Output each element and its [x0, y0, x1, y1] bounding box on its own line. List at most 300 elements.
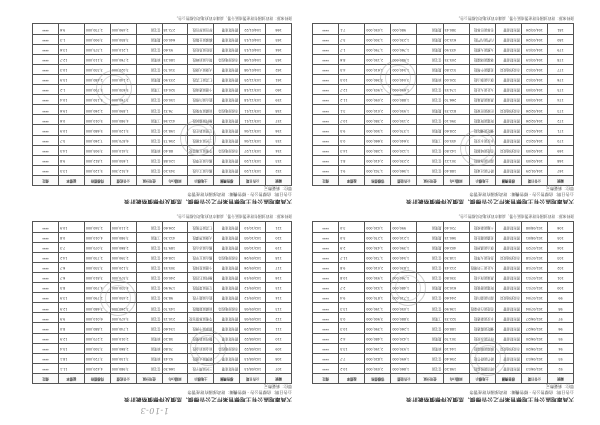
table-cell: 1,260,000 [391, 323, 417, 333]
table-cell: 15.9 [58, 74, 84, 84]
table-cell: 212.45 [443, 262, 469, 272]
table-cell: 2,490,000 [110, 24, 136, 34]
table-cell: 國有財產署 [214, 24, 240, 34]
table-cell: 233.90 [162, 74, 188, 84]
table-cell: 國有財產署 [495, 85, 521, 95]
table-cell: 1.7 [339, 44, 365, 54]
table-cell: 住宅區 [136, 105, 162, 115]
table-cell: 9.6 [58, 24, 84, 34]
table-cell: 2,730,000 [84, 24, 110, 34]
table-cell: 107 [266, 363, 292, 373]
table-row [313, 115, 574, 125]
column-header: 備註 [313, 175, 339, 185]
table-cell: 95.60 [162, 44, 188, 54]
table-cell: 7.1 [339, 24, 365, 34]
table-cell: 92.45 [162, 353, 188, 363]
table-cell: 8.6 [339, 54, 365, 64]
table-row [33, 165, 292, 175]
table-cell: **** [313, 293, 339, 303]
table-cell: **** [33, 85, 59, 95]
table-cell: 國有財產署 [495, 125, 521, 135]
column-header: 公告底價 [110, 373, 136, 383]
table-row [313, 85, 574, 95]
table-cell: 國有財產署 [214, 262, 240, 272]
table-row [33, 135, 292, 145]
table-cell: 120.88 [162, 155, 188, 165]
table-cell: 住宅區 [417, 85, 443, 95]
table-cell: 5,120,000 [84, 165, 110, 175]
table-cell: 93 [547, 353, 573, 363]
table-cell: 11.2 [339, 95, 365, 105]
table-cell: **** [313, 105, 339, 115]
table-cell: **** [33, 222, 59, 232]
table-cell: 412.56 [162, 115, 188, 125]
table-cell: 商業區 [136, 54, 162, 64]
column-header: 土地標示 [469, 373, 495, 383]
column-header: 編號 [547, 373, 573, 383]
table-cell: 小港區桂林段 [188, 262, 214, 272]
table-cell: **** [313, 95, 339, 105]
sheet-title: 大高雄地區公有土地標售案件之公告標價、底價及得標價格統計表 [123, 396, 292, 402]
table-cell: 湖內區海埔段 [469, 155, 495, 165]
table-cell: 楠梓區德民段 [188, 115, 214, 125]
table-cell: 國有財產署 [214, 313, 240, 323]
table-cell: 2,790,000 [84, 293, 110, 303]
table-cell: 1,430,000 [365, 242, 391, 252]
table-cell: 3,570,000 [110, 272, 136, 282]
table-cell: 岡山區前峰段 [188, 54, 214, 64]
table-row [33, 115, 292, 125]
table-row [313, 262, 574, 272]
table-row [33, 232, 292, 242]
table-cell: **** [33, 44, 59, 54]
sheet-source-note: 資料來源：財政部國有財產署南區分署、高雄市政府地政局標售公告。 [174, 214, 292, 220]
table-cell: 鼓山區內惟段 [188, 95, 214, 105]
table-row [313, 24, 574, 34]
table-cell: **** [33, 54, 59, 64]
table-cell: 103/12/11 [240, 105, 266, 115]
table-cell: 390.10 [443, 115, 469, 125]
table-cell: 三民區本館段 [188, 135, 214, 145]
table-cell: **** [33, 24, 59, 34]
table-cell: 102/10/03 [240, 232, 266, 242]
table-row [33, 54, 292, 64]
column-header: 得標價格 [365, 373, 391, 383]
table-cell: 10.3 [339, 323, 365, 333]
table-cell: 13.5 [58, 165, 84, 175]
table-cell: 157 [266, 115, 292, 125]
table-cell: 商業區 [417, 74, 443, 84]
table-cell: 國有財產署 [495, 353, 521, 363]
table-cell: **** [33, 323, 59, 333]
sheet-title: 大高雄地區公有土地標售案件之公告標價、底價及得標價格統計表 [123, 198, 292, 204]
table-cell: **** [33, 74, 59, 84]
table-cell: 住宅區 [417, 363, 443, 373]
table-cell: 田寮區田寮段 [469, 105, 495, 115]
table-cell: 大社區三奶壇段 [469, 262, 495, 272]
table-cell: 3,720,000 [84, 353, 110, 363]
table-cell: 330.80 [443, 272, 469, 282]
table-cell: 1,610,000 [365, 64, 391, 74]
table-cell: 1,820,000 [365, 353, 391, 363]
table-cell: 岡山區後協段 [469, 363, 495, 373]
table-cell: 國有財產署 [214, 323, 240, 333]
table-cell: **** [33, 252, 59, 262]
table-cell: **** [313, 252, 339, 262]
table-cell: 1,930,000 [391, 343, 417, 353]
table-cell: 市政府地政局 [495, 64, 521, 74]
table-row [33, 313, 292, 323]
table-cell: 640.00 [162, 34, 188, 44]
table-cell: 市政府地政局 [214, 343, 240, 353]
table-cell: 9.8 [339, 262, 365, 272]
table-cell: 仁武區竹後段 [188, 222, 214, 232]
table-cell: **** [33, 283, 59, 293]
table-cell: 美濃區龍肚段 [469, 232, 495, 242]
table-cell: 國有財產署 [495, 313, 521, 323]
table-cell: 1.2 [58, 85, 84, 95]
table-cell: 住宅區 [136, 242, 162, 252]
column-header: 得標價格 [84, 373, 110, 383]
table-row [313, 125, 574, 135]
table-row [313, 303, 574, 313]
table-cell: 國有財產署 [495, 115, 521, 125]
table-cell: **** [33, 155, 59, 165]
table-cell: 560.15 [443, 232, 469, 242]
table-cell: 1,390,000 [391, 242, 417, 252]
table-cell: 2,140,000 [110, 74, 136, 84]
table-cell: 188.00 [443, 323, 469, 333]
table-cell: 173 [547, 105, 573, 115]
column-header: 公告底價 [391, 175, 417, 185]
table-cell: 3,900,000 [365, 313, 391, 323]
table-cell: 鳳山區光華段 [188, 155, 214, 165]
table-cell: 住宅區 [136, 252, 162, 262]
table-cell: 國有財產署 [495, 232, 521, 242]
table-cell: 102/06/27 [521, 313, 547, 323]
table-row [313, 105, 574, 115]
table-cell: 國有財產署 [495, 262, 521, 272]
table-cell: 國有財產署 [495, 222, 521, 232]
column-header: 溢價率 [339, 373, 365, 383]
table-cell: 320.00 [443, 74, 469, 84]
sheet-unit: 單位：新臺幣元 [264, 186, 292, 191]
table-cell: 國有財產署 [495, 363, 521, 373]
table-cell: 3,980,000 [110, 363, 136, 373]
table-cell: 路竹區路竹段 [469, 353, 495, 363]
table-cell: 100 [547, 283, 573, 293]
table-cell: 國有財產署 [214, 232, 240, 242]
table-cell: 1,740,000 [110, 323, 136, 333]
sheet-table [312, 222, 574, 385]
table-cell: 1,690,000 [391, 85, 417, 95]
table-cell: 168 [547, 155, 573, 165]
table-cell: 134.60 [162, 323, 188, 333]
table-cell: 145.70 [162, 303, 188, 313]
column-header: 使用分區 [136, 373, 162, 383]
table-row [313, 165, 574, 175]
table-cell: 鳳山區赤山段 [188, 242, 214, 252]
table-cell: 5,700,000 [84, 85, 110, 95]
table-cell: 住宅區 [136, 262, 162, 272]
table-cell: 97 [547, 313, 573, 323]
table-cell: 鹽埕區新樂段 [188, 333, 214, 343]
table-cell: 172 [547, 115, 573, 125]
table-cell: **** [313, 313, 339, 323]
column-header: 備註 [313, 373, 339, 383]
table-cell: 7,260,000 [84, 135, 110, 145]
sheet-subtitle: 公告日期：依標售公告 · 標售機關：財政部國有財產署等 [469, 390, 574, 395]
table-header-row [313, 175, 574, 185]
table-cell: 94 [547, 343, 573, 353]
table-cell: 103/12/18 [240, 85, 266, 95]
table-cell: 256.40 [443, 353, 469, 363]
table-cell: 農業區 [417, 44, 443, 54]
table-row [313, 343, 574, 353]
column-header: 得標價格 [84, 175, 110, 185]
table-cell: **** [33, 125, 59, 135]
table-cell: 102/10/10 [240, 222, 266, 232]
table-cell: 980,000 [391, 24, 417, 34]
table-cell: 大社區大社段 [469, 85, 495, 95]
table-cell: 1,880,000 [84, 323, 110, 333]
column-header: 編號 [547, 175, 573, 185]
table-row [33, 303, 292, 313]
table-cell: 2,110,000 [110, 222, 136, 232]
table-cell: 520.45 [162, 85, 188, 95]
table-cell: 彌陀區彌陀段 [469, 125, 495, 135]
table-cell: 杉林區杉林段 [469, 24, 495, 34]
table-cell: 新興區大港段 [188, 353, 214, 363]
table-cell: 3,070,000 [84, 242, 110, 252]
column-header: 溢價率 [339, 175, 365, 185]
column-header: 公告日期 [240, 373, 266, 383]
table-cell: 大樹區大樹段 [469, 44, 495, 54]
table-cell: 256.73 [162, 135, 188, 145]
table-cell: 1,760,000 [391, 44, 417, 54]
table-cell: 121 [266, 222, 292, 232]
table-cell: 1,370,000 [391, 125, 417, 135]
table-cell: 3,850,000 [110, 34, 136, 44]
table-cell: 2,760,000 [110, 54, 136, 64]
table-cell: 國有財產署 [214, 34, 240, 44]
table-cell: 旗山區旗山段 [469, 74, 495, 84]
table-cell: 102/09/26 [240, 262, 266, 272]
table-cell: **** [33, 293, 59, 303]
column-header: 使用分區 [417, 373, 443, 383]
table-cell: 153 [266, 155, 292, 165]
column-header: 面積(㎡) [162, 373, 188, 383]
table-cell: 11.1 [58, 363, 84, 373]
table-cell: 國有財產署 [214, 333, 240, 343]
table-cell: 3,150,000 [110, 353, 136, 363]
table-cell: 美濃區中壇段 [469, 64, 495, 74]
table-cell: 240.00 [162, 272, 188, 282]
table-cell: 2,010,000 [365, 105, 391, 115]
table-cell: 210.15 [162, 313, 188, 323]
table-cell: 小港區港南段 [188, 85, 214, 95]
table-cell: 3,040,000 [391, 74, 417, 84]
table-cell: 住宅區 [417, 155, 443, 165]
table-row [313, 95, 574, 105]
table-cell: 梓官區赤崁段 [469, 333, 495, 343]
table-cell: **** [313, 333, 339, 343]
sheet-top-right [312, 14, 574, 204]
table-cell: **** [313, 125, 339, 135]
table-cell: 150.00 [162, 95, 188, 105]
table-cell: 3,260,000 [110, 303, 136, 313]
table-cell: 鳥松區鳥松段 [188, 44, 214, 54]
table-row [313, 34, 574, 44]
table-cell: 工業區 [136, 232, 162, 242]
table-cell: 8.0 [58, 323, 84, 333]
table-cell: 國有財產署 [495, 323, 521, 333]
table-cell: 國有財產署 [214, 293, 240, 303]
table-cell: 3,020,000 [110, 64, 136, 74]
sheet-title: 大高雄地區公有土地標售案件之公告標價、底價及得標價格統計表 [405, 396, 574, 402]
table-header-row [33, 373, 292, 383]
table-cell: 5.7 [339, 34, 365, 44]
table-cell: 4,512,300 [110, 165, 136, 175]
table-cell: 農業區 [417, 283, 443, 293]
table-cell: 市政府地政局 [214, 54, 240, 64]
table-cell: 104/03/05 [521, 85, 547, 95]
table-cell: 1,950,000 [365, 272, 391, 282]
table-row [313, 293, 574, 303]
table-cell: 1,880,000 [391, 95, 417, 105]
table-row [313, 353, 574, 363]
sheet-subtitle: 公告日期：依標售公告 · 標售機關：財政部國有財產署等 [469, 192, 574, 197]
table-cell: 農業區 [417, 232, 443, 242]
table-cell: 512.80 [443, 64, 469, 74]
table-row [33, 145, 292, 155]
table-cell: 3,330,000 [84, 64, 110, 74]
table-cell: 10.7 [339, 115, 365, 125]
table-cell: 104/01/08 [240, 64, 266, 74]
table-cell: 2,230,000 [391, 155, 417, 165]
table-cell: 103/12/11 [240, 115, 266, 125]
table-cell: 402.60 [443, 242, 469, 252]
table-cell: 橋頭區仕隆段 [188, 34, 214, 44]
table-cell: 165 [266, 34, 292, 44]
table-cell: 2,050,000 [365, 363, 391, 373]
table-cell: 國有財產署 [495, 24, 521, 34]
table-cell: 2,730,000 [84, 252, 110, 262]
table-cell: 工業區 [417, 135, 443, 145]
table-cell: 國有財產署 [214, 353, 240, 363]
table-cell: 國有財產署 [495, 95, 521, 105]
table-cell: **** [313, 272, 339, 282]
table-cell: 2,010,000 [110, 333, 136, 343]
table-row [33, 64, 292, 74]
table-cell: **** [313, 303, 339, 313]
table-cell: 310.70 [162, 64, 188, 74]
table-cell: 101 [547, 272, 573, 282]
table-cell: 國有財產署 [495, 242, 521, 252]
table-cell: 5,630,000 [110, 85, 136, 95]
table-cell: 5,010,000 [84, 115, 110, 125]
table-cell: 內門區內門段 [469, 34, 495, 44]
table-cell: 102/07/11 [521, 272, 547, 282]
table-cell: 4,700,000 [84, 283, 110, 293]
table-row [33, 262, 292, 272]
table-cell: 1,500,000 [365, 125, 391, 135]
table-cell: 1,050,000 [391, 303, 417, 313]
table-cell: 國有財產署 [214, 222, 240, 232]
column-header: 面積(㎡) [162, 175, 188, 185]
table-cell: 177 [547, 64, 573, 74]
table-cell: 171 [547, 125, 573, 135]
table-cell: 2,150,000 [391, 115, 417, 125]
table-cell: 4,010,000 [84, 232, 110, 242]
table-cell: 180 [547, 34, 573, 44]
table-cell: 1,540,000 [391, 252, 417, 262]
table-cell: **** [33, 363, 59, 373]
table-cell: 301.22 [443, 155, 469, 165]
table-cell: 9.8 [58, 155, 84, 165]
table-cell: 104/02/12 [521, 125, 547, 135]
column-header: 面積(㎡) [443, 373, 469, 383]
table-cell: 3,300,000 [84, 343, 110, 353]
table-cell: 大寮區大寮段 [188, 64, 214, 74]
table-cell: 9.4 [339, 293, 365, 303]
table-cell: 6.7 [58, 272, 84, 282]
table-cell: 14.5 [58, 145, 84, 155]
table-cell: 58.20 [162, 333, 188, 343]
table-cell: 181 [547, 24, 573, 34]
table-cell: 住宅區 [417, 353, 443, 363]
table-cell: 農業區 [417, 222, 443, 232]
table-cell: 176.90 [162, 283, 188, 293]
table-cell: **** [313, 74, 339, 84]
table-cell: **** [313, 34, 339, 44]
table-cell: 5,120,000 [110, 125, 136, 135]
table-cell: 1,480,000 [391, 283, 417, 293]
table-cell: 鼓山區龍子段 [188, 293, 214, 303]
table-cell: 103/11/27 [240, 145, 266, 155]
table-cell: 10.5 [339, 74, 365, 84]
table-cell: 國有財產署 [495, 303, 521, 313]
table-cell: 8.1 [339, 155, 365, 165]
table-cell: 2,860,000 [110, 343, 136, 353]
table-cell: **** [313, 165, 339, 175]
table-cell: 102/10/03 [240, 242, 266, 252]
table-row [33, 105, 292, 115]
table-cell: 鳥松區大華段 [469, 252, 495, 262]
table-cell: 170 [547, 135, 573, 145]
table-cell: 農業區 [136, 74, 162, 84]
table-cell: 305.55 [162, 262, 188, 272]
sheet-table [32, 24, 292, 187]
table-cell: 103/12/04 [240, 125, 266, 135]
table-cell: 226.60 [162, 222, 188, 232]
table-cell: 3,120,000 [110, 262, 136, 272]
table-cell: 104 [547, 242, 573, 252]
table-cell: 0.8 [58, 232, 84, 242]
sheet-unit: 單位：新臺幣元 [546, 186, 574, 191]
table-cell: 9.5 [339, 125, 365, 135]
table-cell: 左營區新庄段 [188, 125, 214, 135]
table-cell: 農業區 [136, 34, 162, 44]
table-cell: 9.1 [339, 165, 365, 175]
table-cell: 燕巢區燕巢段 [469, 95, 495, 105]
table-cell: 住宅區 [417, 303, 443, 313]
table-cell: 244.60 [443, 293, 469, 303]
table-cell: 12.9 [58, 303, 84, 313]
table-cell: 梓官區梓官段 [188, 24, 214, 34]
table-cell: 住宅區 [136, 323, 162, 333]
table-row [33, 272, 292, 282]
